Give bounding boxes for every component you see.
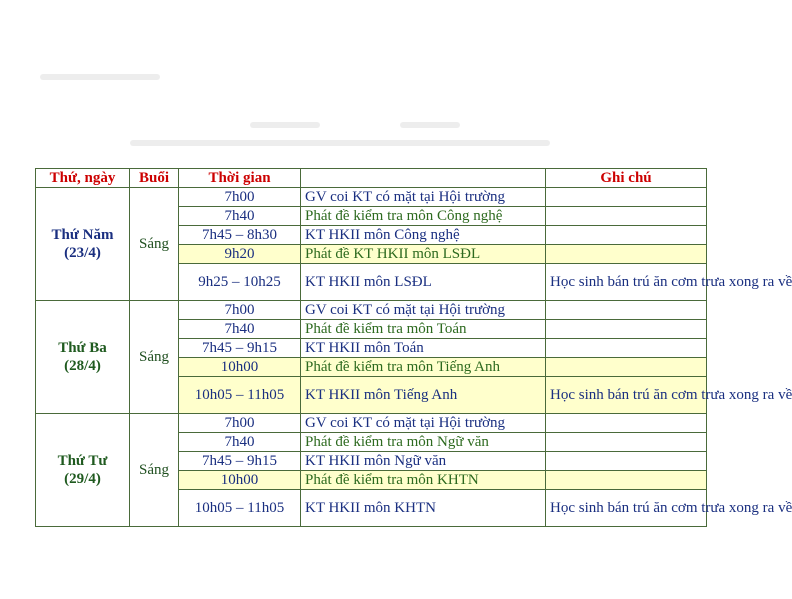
note-cell: Học sinh bán trú ăn cơm trưa xong ra về: [546, 490, 707, 527]
day-name: Thứ Năm: [51, 227, 114, 243]
header-content: [301, 169, 546, 188]
day-name: Thứ Tư: [57, 453, 108, 469]
exam-schedule-table: [35, 168, 792, 527]
faded-heading-line: [40, 74, 160, 80]
task-cell: Phát đề kiểm tra môn Công nghệ: [301, 207, 546, 226]
note-cell: [546, 339, 707, 358]
faded-heading-line: [130, 140, 550, 146]
note-cell: [546, 320, 707, 339]
session-cell: Sáng: [130, 414, 179, 527]
task-cell: GV coi KT có mặt tại Hội trường: [301, 414, 546, 433]
day-date: (28/4): [64, 358, 101, 374]
task-cell: KT HKII môn Toán: [301, 339, 546, 358]
note-cell: [546, 414, 707, 433]
note-cell: [546, 433, 707, 452]
note-cell: Học sinh bán trú ăn cơm trưa xong ra về: [546, 377, 707, 414]
note-cell: [546, 207, 707, 226]
day-cell: [36, 301, 130, 414]
faded-heading-line: [250, 122, 320, 128]
header-note: Ghi chú: [546, 169, 707, 188]
table-row: [36, 301, 707, 320]
task-cell: KT HKII môn Tiếng Anh: [301, 377, 546, 414]
session-cell: Sáng: [130, 188, 179, 301]
faded-heading-line: [400, 122, 460, 128]
time-cell: 10h05 – 11h05: [179, 377, 301, 414]
task-cell: KT HKII môn KHTN: [301, 490, 546, 527]
note-cell: [546, 226, 707, 245]
session-cell: Sáng: [130, 301, 179, 414]
note-cell: [546, 301, 707, 320]
header-time: Thời gian: [179, 169, 301, 188]
task-cell: GV coi KT có mặt tại Hội trường: [301, 301, 546, 320]
task-cell: Phát đề kiểm tra môn Toán: [301, 320, 546, 339]
header-row: [36, 169, 707, 188]
time-cell: 10h05 – 11h05: [179, 490, 301, 527]
header-session: Buổi: [130, 169, 179, 188]
time-cell: 9h20: [179, 245, 301, 264]
time-cell: 7h45 – 9h15: [179, 452, 301, 471]
time-cell: 7h00: [179, 414, 301, 433]
task-cell: GV coi KT có mặt tại Hội trường: [301, 188, 546, 207]
note-cell: [546, 452, 707, 471]
time-cell: 7h00: [179, 301, 301, 320]
time-cell: 7h45 – 8h30: [179, 226, 301, 245]
header-day: Thứ, ngày: [36, 169, 130, 188]
day-cell: [36, 414, 130, 527]
note-cell: [546, 188, 707, 207]
task-cell: KT HKII môn LSĐL: [301, 264, 546, 301]
time-cell: 7h40: [179, 207, 301, 226]
note-cell: [546, 471, 707, 490]
task-cell: Phát đề KT HKII môn LSĐL: [301, 245, 546, 264]
task-cell: Phát đề kiểm tra môn Ngữ văn: [301, 433, 546, 452]
day-cell: [36, 188, 130, 301]
time-cell: 7h40: [179, 433, 301, 452]
time-cell: 9h25 – 10h25: [179, 264, 301, 301]
table-row: [36, 414, 707, 433]
table-row: [36, 188, 707, 207]
time-cell: 7h40: [179, 320, 301, 339]
time-cell: 7h00: [179, 188, 301, 207]
note-cell: [546, 245, 707, 264]
note-cell: Học sinh bán trú ăn cơm trưa xong ra về: [546, 264, 707, 301]
day-date: (29/4): [64, 471, 101, 487]
day-name: Thứ Ba: [58, 340, 107, 356]
time-cell: 10h00: [179, 358, 301, 377]
task-cell: KT HKII môn Ngữ văn: [301, 452, 546, 471]
day-date: (23/4): [64, 245, 101, 261]
time-cell: 10h00: [179, 471, 301, 490]
time-cell: 7h45 – 9h15: [179, 339, 301, 358]
task-cell: Phát đề kiểm tra môn KHTN: [301, 471, 546, 490]
task-cell: Phát đề kiểm tra môn Tiếng Anh: [301, 358, 546, 377]
note-cell: [546, 358, 707, 377]
task-cell: KT HKII môn Công nghệ: [301, 226, 546, 245]
